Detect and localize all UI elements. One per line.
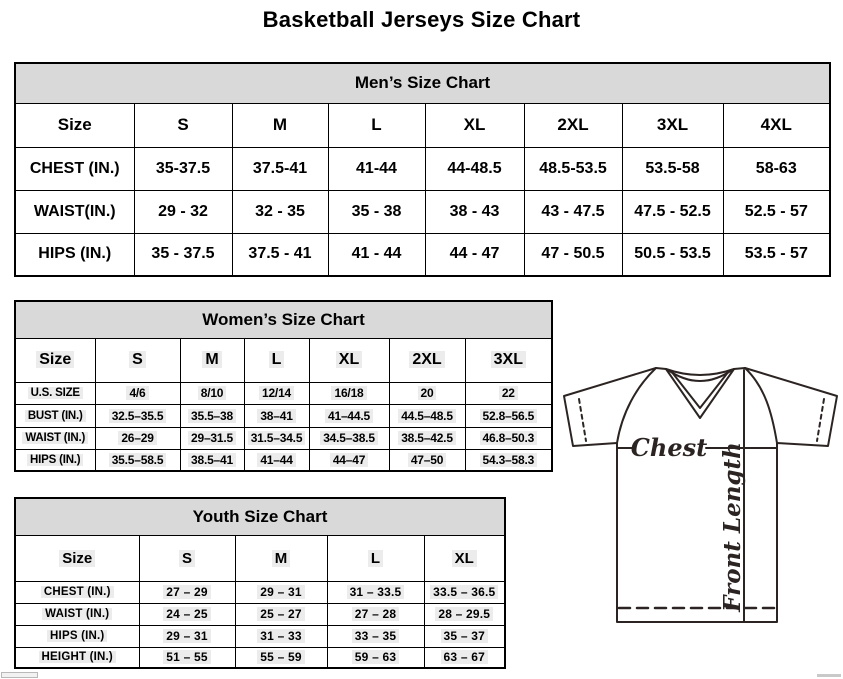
youth-chart-grid [14, 497, 506, 669]
size-column-header: S [177, 115, 189, 134]
size-value-cell: 52.5 - 57 [744, 202, 808, 220]
size-value-cell: 53.5-58 [645, 159, 700, 177]
size-column-header: S [179, 550, 195, 567]
size-value-cell: 38.5–42.5 [398, 431, 456, 445]
table-row [15, 449, 552, 471]
size-header: Size [36, 351, 74, 368]
row-label: HEIGHT (IN.) [39, 651, 116, 663]
size-value-cell: 32.5–35.5 [109, 409, 167, 423]
table-row [15, 427, 552, 449]
size-value-cell: 47–50 [408, 453, 446, 467]
size-value-cell: 43 - 47.5 [541, 202, 605, 220]
size-value-cell: 41 - 44 [351, 245, 402, 263]
mens-size-table [14, 62, 829, 277]
size-column-header: XL [463, 115, 486, 134]
size-value-cell: 47 - 50.5 [541, 245, 605, 263]
size-value-cell: 27 – 29 [163, 585, 210, 599]
size-value-cell: 27 – 28 [352, 607, 399, 621]
size-value-cell: 12/14 [259, 386, 294, 400]
size-value-cell: 35.5–58.5 [109, 453, 167, 467]
size-value-cell: 33.5 – 36.5 [430, 585, 498, 599]
table-row [15, 382, 552, 404]
size-header: Size [57, 115, 92, 134]
size-column-header: L [368, 550, 383, 567]
size-column-header: M [202, 351, 221, 368]
size-column-header: 3XL [656, 115, 689, 134]
size-column-header: 3XL [491, 351, 526, 368]
size-value-cell: 46.8–50.3 [480, 431, 538, 445]
table-row [15, 581, 505, 603]
table-row [15, 647, 505, 668]
table-title: Men’s Size Chart [354, 73, 491, 93]
table-row [15, 603, 505, 625]
size-value-cell: 35 – 37 [441, 629, 488, 643]
size-column-header: L [371, 115, 382, 134]
row-label: WAIST (IN.) [22, 432, 88, 444]
row-label: CHEST (IN.) [29, 159, 120, 177]
size-value-cell: 53.5 - 57 [744, 245, 808, 263]
table-row [15, 190, 830, 233]
size-column-header: XL [452, 550, 477, 567]
size-value-cell: 34.5–38.5 [320, 431, 378, 445]
size-value-cell: 44-48.5 [447, 159, 502, 177]
table-row [15, 147, 830, 190]
cropped-element-bottom-right [817, 674, 841, 677]
size-value-cell: 35.5–38 [188, 409, 236, 423]
size-value-cell: 37.5-41 [252, 159, 308, 177]
size-value-cell: 48.5-53.5 [539, 159, 607, 177]
size-value-cell: 55 – 59 [257, 650, 304, 664]
table-row [15, 233, 830, 276]
size-value-cell: 38 - 43 [449, 202, 500, 220]
size-value-cell: 32 - 35 [255, 202, 305, 220]
size-value-cell: 44 - 47 [449, 245, 500, 263]
mens-chart-grid [14, 62, 831, 277]
size-value-cell: 41–44.5 [325, 409, 373, 423]
table-title: Women’s Size Chart [202, 309, 365, 329]
size-value-cell: 33 – 35 [352, 629, 399, 643]
row-label: HIPS (IN.) [27, 454, 83, 466]
table-row [15, 404, 552, 427]
size-value-cell: 52.8–56.5 [480, 409, 538, 423]
size-value-cell: 26–29 [118, 431, 156, 445]
size-value-cell: 16/18 [331, 386, 366, 400]
size-header: Size [59, 550, 95, 567]
table-title: Youth Size Chart [192, 506, 328, 526]
row-label: HIPS (IN.) [38, 245, 112, 263]
size-value-cell: 24 – 25 [163, 607, 210, 621]
jersey-measurement-diagram [560, 353, 843, 634]
size-value-cell: 29 – 31 [163, 629, 210, 643]
page-title: Basketball Jerseys Size Chart [262, 7, 581, 32]
womens-size-table [14, 300, 551, 472]
youth-size-table [14, 497, 504, 669]
size-value-cell: 47.5 - 52.5 [634, 202, 711, 220]
size-value-cell: 31.5–34.5 [248, 431, 306, 445]
size-value-cell: 29 - 32 [158, 202, 208, 220]
size-column-header: M [272, 115, 288, 134]
chest-measure-label: Chest [630, 433, 708, 462]
row-label: WAIST(IN.) [33, 202, 116, 220]
size-value-cell: 31 – 33.5 [347, 585, 405, 599]
front-length-measure-label: Front Length [719, 442, 746, 612]
row-label: WAIST (IN.) [42, 608, 112, 620]
size-column-header: 2XL [409, 351, 444, 368]
size-value-cell: 37.5 - 41 [248, 245, 312, 263]
jersey-outline-icon [564, 368, 837, 622]
size-value-cell: 4/6 [126, 386, 148, 400]
size-value-cell: 41-44 [356, 159, 397, 177]
size-value-cell: 35 - 37.5 [151, 245, 215, 263]
size-value-cell: 44.5–48.5 [398, 409, 456, 423]
row-label: U.S. SIZE [28, 387, 83, 399]
size-value-cell: 38–41 [257, 409, 295, 423]
size-column-header: S [129, 351, 146, 368]
size-value-cell: 35 - 38 [351, 202, 402, 220]
size-column-header: M [272, 550, 291, 567]
size-value-cell: 63 – 67 [441, 650, 488, 664]
table-row [15, 625, 505, 647]
size-column-header: L [269, 351, 285, 368]
size-value-cell: 29–31.5 [188, 431, 236, 445]
size-column-header: 4XL [760, 115, 792, 134]
size-value-cell: 59 – 63 [352, 650, 399, 664]
size-value-cell: 31 – 33 [257, 629, 304, 643]
size-value-cell: 22 [499, 386, 518, 400]
womens-chart-grid [14, 300, 553, 472]
row-label: HIPS (IN.) [47, 630, 107, 642]
size-value-cell: 28 – 29.5 [435, 607, 493, 621]
size-column-header: XL [336, 351, 362, 368]
size-value-cell: 50.5 - 53.5 [634, 245, 711, 263]
size-value-cell: 8/10 [198, 386, 227, 400]
size-column-header: 2XL [557, 115, 589, 134]
size-value-cell: 54.3–58.3 [480, 453, 538, 467]
row-label: CHEST (IN.) [41, 586, 114, 598]
size-value-cell: 20 [418, 386, 437, 400]
size-value-cell: 58-63 [755, 159, 797, 177]
size-value-cell: 29 – 31 [257, 585, 304, 599]
row-label: BUST (IN.) [25, 410, 86, 422]
size-value-cell: 38.5–41 [188, 453, 236, 467]
size-value-cell: 51 – 55 [163, 650, 210, 664]
size-value-cell: 25 – 27 [257, 607, 304, 621]
cropped-element-bottom-left [1, 672, 38, 678]
size-value-cell: 35-37.5 [155, 159, 211, 177]
size-value-cell: 41–44 [257, 453, 295, 467]
size-value-cell: 44–47 [330, 453, 368, 467]
